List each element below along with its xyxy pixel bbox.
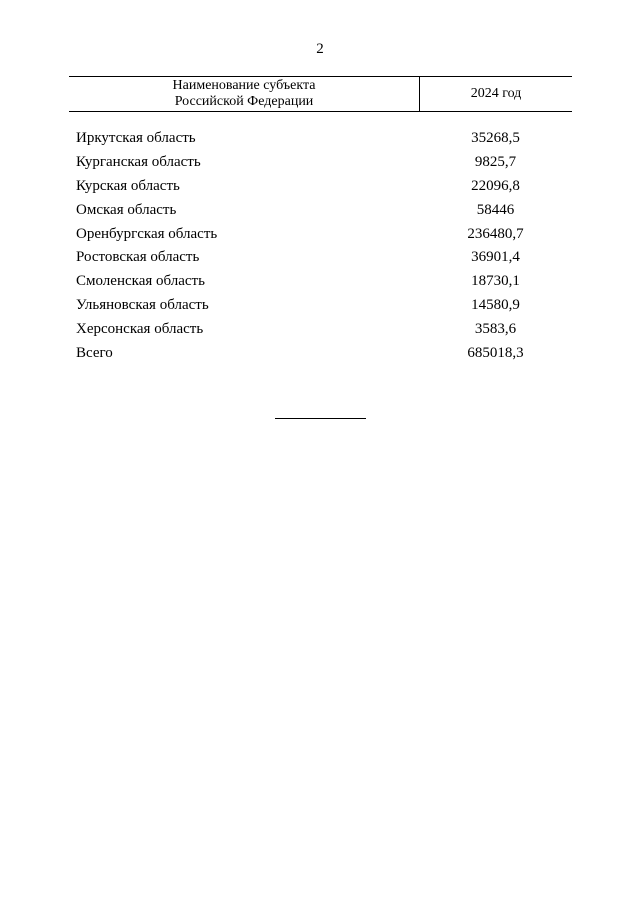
region-name: Курская область	[76, 177, 180, 194]
table-row	[69, 270, 572, 294]
region-value: 236480,7	[467, 225, 524, 242]
total-label: Всего	[76, 344, 113, 361]
region-name: Иркутская область	[76, 130, 196, 147]
region-name: Ростовская область	[76, 249, 200, 266]
header-subject-name-line1: Наименование субъекта	[172, 78, 316, 93]
table-row	[69, 317, 572, 341]
region-value: 36901,4	[471, 249, 520, 266]
total-value: 685018,3	[467, 344, 524, 361]
header-subject-name	[69, 77, 420, 111]
region-value: 14580,9	[471, 296, 520, 313]
table-body	[69, 127, 572, 365]
table-row-total	[69, 341, 572, 365]
region-name: Курганская область	[76, 154, 201, 171]
region-value: 3583,6	[474, 320, 517, 337]
region-value: 35268,5	[471, 130, 520, 147]
region-name: Ульяновская область	[76, 296, 209, 313]
table-row	[69, 127, 572, 151]
header-year: 2024 год	[470, 86, 522, 101]
region-value: 18730,1	[471, 273, 520, 290]
end-of-document-line	[275, 418, 366, 419]
page-number: 2	[316, 41, 324, 57]
region-value: 22096,8	[471, 177, 520, 194]
table-header	[69, 76, 572, 112]
region-value: 58446	[476, 201, 515, 218]
region-value: 9825,7	[474, 154, 517, 171]
table-row	[69, 294, 572, 318]
table-row	[69, 246, 572, 270]
region-name: Оренбургская область	[76, 225, 218, 242]
table-row	[69, 222, 572, 246]
table-row	[69, 175, 572, 199]
region-name: Омская область	[76, 201, 177, 218]
table-row	[69, 198, 572, 222]
table-row	[69, 151, 572, 175]
header-subject-name-line2: Российской Федерации	[174, 94, 314, 109]
region-name: Смоленская область	[76, 273, 205, 290]
region-name: Херсонская область	[76, 320, 204, 337]
